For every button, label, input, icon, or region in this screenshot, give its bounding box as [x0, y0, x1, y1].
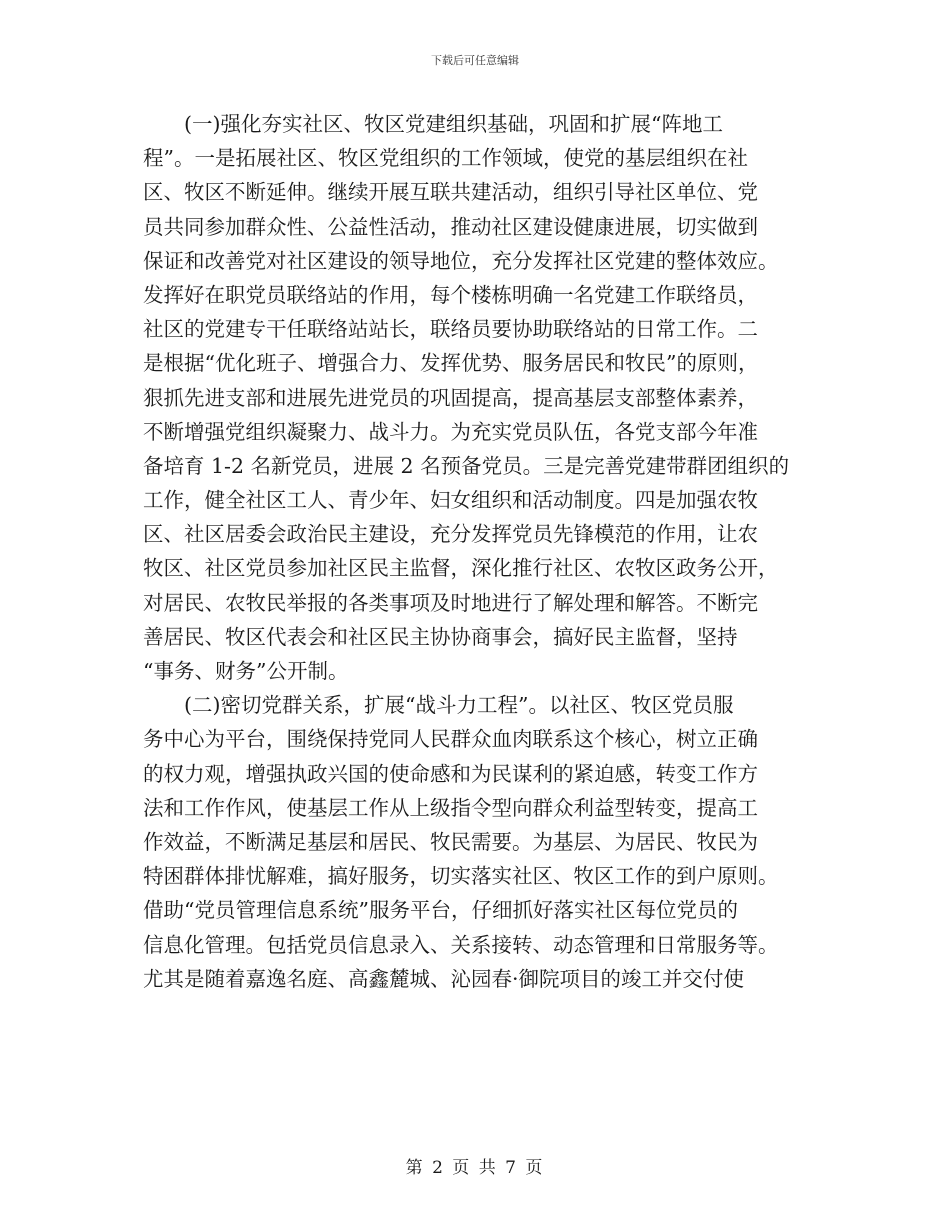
text-line: 区、社区居委会政治民主建设，充分发挥党员先锋模范的作用，让农	[143, 522, 758, 547]
text-line: 作效益，不断满足基层和居民、牧民需要。为基层、为居民、牧民为	[143, 829, 758, 854]
text-line: 发挥好在职党员联络站的作用，每个楼栋明确一名党建工作联络员，	[143, 282, 758, 307]
text-line: “事务、财务”公开制。	[143, 659, 349, 683]
text-line: 是根据“优化班子、增强合力、发挥优势、服务居民和牧民”的原则，	[143, 351, 759, 376]
text-line: 的权力观，增强执政兴国的使命感和为民谋利的紧迫感，转变工作方	[143, 761, 758, 786]
page-header: 下载后可任意编辑	[431, 54, 519, 67]
text-line: 程”。一是拓展社区、牧区党组织的工作领域，使党的基层组织在社	[143, 146, 748, 171]
text-line: 务中心为平台，围绕保持党同人民群众血肉联系这个核心，树立正确	[143, 727, 758, 752]
text-line: (二)密切党群关系，扩展“战斗力工程”。以社区、牧区党员服	[143, 693, 734, 718]
text-line: 特困群体排忧解难，搞好服务，切实落实社区、牧区工作的到户原则。	[143, 864, 779, 889]
page-footer: 第 2 页 共 7 页	[405, 1158, 545, 1178]
text-line: 工作，健全社区工人、青少年、妇女组织和活动制度。四是加强农牧	[143, 488, 758, 513]
text-line: 备培育 1-2 名新党员，进展 2 名预备党员。三是完善党建带群团组织的	[143, 453, 790, 478]
text-line: 对居民、农牧民举报的各类事项及时地进行了解处理和解答。不断完	[143, 590, 758, 615]
text-line: (一)强化夯实社区、牧区党建组织基础，巩固和扩展“阵地工	[143, 112, 723, 136]
text-line: 社区的党建专干任联络站站长，联络员要协助联络站的日常工作。二	[143, 317, 758, 342]
text-line: 保证和改善党对社区建设的领导地位，充分发挥社区党建的整体效应。	[143, 248, 779, 273]
document-body	[143, 107, 813, 996]
text-line: 借助“党员管理信息系统”服务平台，仔细抓好落实社区每位党员的	[143, 898, 738, 923]
text-line: 狠抓先进支部和进展先进党员的巩固提高，提高基层支部整体素养，	[143, 385, 758, 410]
text-line: 尤其是随着嘉逸名庭、高鑫麓城、沁园春·御院项目的竣工并交付使	[143, 966, 745, 991]
text-line: 信息化管理。包括党员信息录入、关系接转、动态管理和日常服务等。	[143, 932, 779, 957]
text-line: 牧区、社区党员参加社区民主监督，深化推行社区、农牧区政务公开，	[143, 556, 779, 581]
text-line: 区、牧区不断延伸。继续开展互联共建活动，组织引导社区单位、党	[143, 180, 758, 205]
text-line: 善居民、牧区代表会和社区民主协协商事会，搞好民主监督，坚持	[143, 624, 738, 649]
text-line: 法和工作作风，使基层工作从上级指令型向群众利益型转变，提高工	[143, 795, 758, 820]
text-line: 不断增强党组织凝聚力、战斗力。为充实党员队伍，各党支部今年准	[143, 419, 758, 444]
text-line: 员共同参加群众性、公益性活动，推动社区建设健康进展，切实做到	[143, 214, 758, 239]
